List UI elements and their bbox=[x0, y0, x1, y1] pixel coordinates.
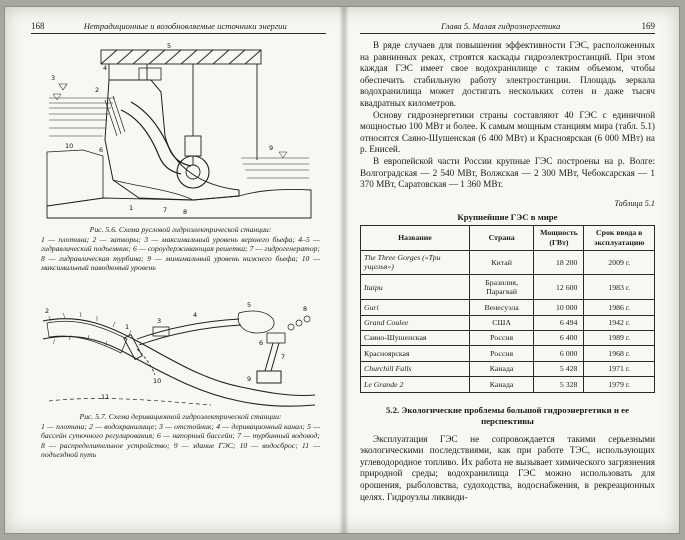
table-cell: 12 600 bbox=[534, 275, 584, 300]
figure-label: 10 bbox=[152, 376, 161, 385]
figure-label: 2 bbox=[94, 86, 99, 94]
figure-label: 8 bbox=[302, 304, 307, 313]
paragraph: В ряде случаев для повышения эффективности ГЭС, расположенных на равнинных реках, строятся каскады гидроэлектростанций. При этом каждая ГЭС имеет свое водохранилище с таким объемом, чтобы обеспечить стабильную работу электростанции. Площадь зеркала водохранилища может достигать нескольких сотен и даже тысяч квадратных километров. bbox=[360, 40, 655, 108]
book-spread bbox=[5, 7, 679, 533]
figure-label: 3 bbox=[50, 74, 55, 82]
table-cell: 1979 г. bbox=[584, 377, 655, 392]
table-cell: 6 000 bbox=[534, 346, 584, 361]
right-page bbox=[342, 7, 679, 533]
table-cell: Churchill Falls bbox=[361, 361, 470, 376]
left-running-header bbox=[31, 21, 326, 34]
table-title: Крупнейшие ГЭС в мире bbox=[457, 211, 558, 222]
table-cell: США bbox=[469, 315, 534, 330]
figure-label: 3 bbox=[156, 316, 161, 325]
figure-label: 5 bbox=[166, 42, 171, 50]
left-page bbox=[5, 7, 342, 533]
section-heading: 5.2. Экологические проблемы большой гидроэнергетики и ее перспективы bbox=[386, 404, 629, 426]
table-row bbox=[361, 377, 655, 392]
table-cell: Le Grande 2 bbox=[361, 377, 470, 392]
figure-label: 9 bbox=[268, 144, 273, 152]
table-cell: 2009 г. bbox=[584, 250, 655, 275]
figure-label: 8 bbox=[182, 208, 187, 216]
left-running-title: Нетрадиционные и возобновляемые источники энергии bbox=[83, 21, 287, 31]
table-cell: Канада bbox=[469, 377, 534, 392]
figure-label: 6 bbox=[98, 146, 103, 154]
paragraph: Основу гидроэнергетики страны составляют 40 ГЭС с единичной мощностью 100 МВт и более. К самым мощным станциям мира (табл. 5.1) относятся Саяно-Шушенская (6 400 МВт) и Красноярская (6 000 МВт) на р. Енисей. bbox=[360, 109, 655, 155]
table-row bbox=[361, 315, 655, 330]
table-header-cell: Название bbox=[361, 225, 470, 250]
figure-label: 6 bbox=[258, 338, 263, 347]
table-cell: 1986 г. bbox=[584, 300, 655, 315]
table-row bbox=[361, 361, 655, 376]
table-header-cell: Мощность (ГВт) bbox=[534, 225, 584, 250]
figure-5-7-image bbox=[41, 283, 317, 409]
figure-5-7-caption-body: 1 — плотина; 2 — водохранилище; 3 — отстойник; 4 — деривационный канал; 5 — бассейн суточного регулирования; 6 — напорный бассейн; 7 — турбинный водовод; 8 — распределительное устройство; 9 — здание ГЭС; 10 — водосброс; 11 — подъездной путь bbox=[41, 421, 320, 460]
figure-5-6-caption-body: 1 — плотина; 2 — затворы; 3 — максимальный уровень верхнего бьефа; 4–5 — гидравлический подъемник; 6 — сороудерживающая решетка; 7 — гидрогенератор; 8 — гидравлическая турбина; 9 — минимальный уровень нижнего бьефа; 10 — максимальный паводковый уровень bbox=[41, 234, 320, 273]
right-page-number: 169 bbox=[641, 21, 655, 31]
figure-5-6-image bbox=[43, 40, 315, 222]
figure-label: 4 bbox=[192, 310, 197, 319]
table-cell: 6 400 bbox=[534, 330, 584, 345]
table-cell: 1971 г. bbox=[584, 361, 655, 376]
table-cell: Guri bbox=[361, 300, 470, 315]
section-body bbox=[360, 434, 655, 504]
table-label: Таблица 5.1 bbox=[614, 198, 655, 208]
table-row bbox=[361, 300, 655, 315]
table-cell: 1983 г. bbox=[584, 275, 655, 300]
figure-label: 9 bbox=[246, 374, 251, 383]
largest-hpp-table bbox=[360, 225, 655, 393]
table-row bbox=[361, 250, 655, 275]
table-header-cell: Страна bbox=[469, 225, 534, 250]
figure-label: 10 bbox=[64, 142, 73, 150]
table-cell: Grand Coulee bbox=[361, 315, 470, 330]
paragraph: Эксплуатация ГЭС не сопровождается такими серьезными экологическими последствиями, как при работе ТЭС, использующих углеводородное топливо. Их работа не вызывает химического загрязнения природной среды; водохранилища ГЭС можно использовать для орошения, рыболовства, судоходства, водоснабжения, в рекреационных целях. Гидроузлы ликвиди- bbox=[360, 433, 655, 502]
table-cell: 10 000 bbox=[534, 300, 584, 315]
table-row bbox=[361, 330, 655, 345]
table-row bbox=[361, 346, 655, 361]
table-cell: Россия bbox=[469, 346, 534, 361]
figure-5-6-caption bbox=[41, 225, 320, 273]
table-cell: 5 428 bbox=[534, 361, 584, 376]
table-cell: 18 200 bbox=[534, 250, 584, 275]
figure-label: 7 bbox=[162, 206, 167, 214]
table-cell: Китай bbox=[469, 250, 534, 275]
table-cell: Itaipu bbox=[361, 275, 470, 300]
figure-5-7-caption-title: Рис. 5.7. Схема деривационной гидроэлектрической станции: bbox=[79, 411, 282, 421]
figure-label: 4 bbox=[102, 64, 107, 72]
left-page-number: 168 bbox=[31, 21, 45, 31]
figure-label: 11 bbox=[100, 392, 109, 401]
paragraph: В европейской части России крупные ГЭС построены на р. Волге: Волгоградская — 2 540 МВт, Волжская — 2 300 МВт, Чебоксарская — 1 370 МВт, Саратовская — 1 360 МВт. bbox=[360, 155, 655, 190]
table-cell: 6 494 bbox=[534, 315, 584, 330]
figure-label: 1 bbox=[128, 204, 133, 212]
table-header-row bbox=[361, 225, 655, 250]
figure-5-7-caption bbox=[41, 412, 320, 460]
right-running-header bbox=[360, 21, 655, 34]
figure-label: 7 bbox=[280, 352, 285, 361]
table-cell: The Three Gorges («Три ущелья») bbox=[361, 250, 470, 275]
body-text bbox=[360, 40, 655, 191]
figure-label: 5 bbox=[246, 300, 251, 309]
figure-label: 1 bbox=[124, 322, 129, 331]
figure-5-6-caption-title: Рис. 5.6. Схема русловой гидроэлектрической станции: bbox=[89, 225, 272, 234]
table-cell: Саяно-Шушенская bbox=[361, 330, 470, 345]
table-header-cell: Срок ввода в эксплуатацию bbox=[584, 225, 655, 250]
table-cell: Россия bbox=[469, 330, 534, 345]
table-cell: 1968 г. bbox=[584, 346, 655, 361]
table-cell: Канада bbox=[469, 361, 534, 376]
table-cell: Красноярская bbox=[361, 346, 470, 361]
table-cell: 1989 г. bbox=[584, 330, 655, 345]
table-cell: 5 328 bbox=[534, 377, 584, 392]
table-row bbox=[361, 275, 655, 300]
table-cell: Бразилия, Парагвай bbox=[469, 275, 534, 300]
table-cell: Венесуэла bbox=[469, 300, 534, 315]
figure-label: 2 bbox=[44, 306, 49, 315]
table-cell: 1942 г. bbox=[584, 315, 655, 330]
right-running-title: Глава 5. Малая гидроэнергетика bbox=[441, 21, 561, 31]
